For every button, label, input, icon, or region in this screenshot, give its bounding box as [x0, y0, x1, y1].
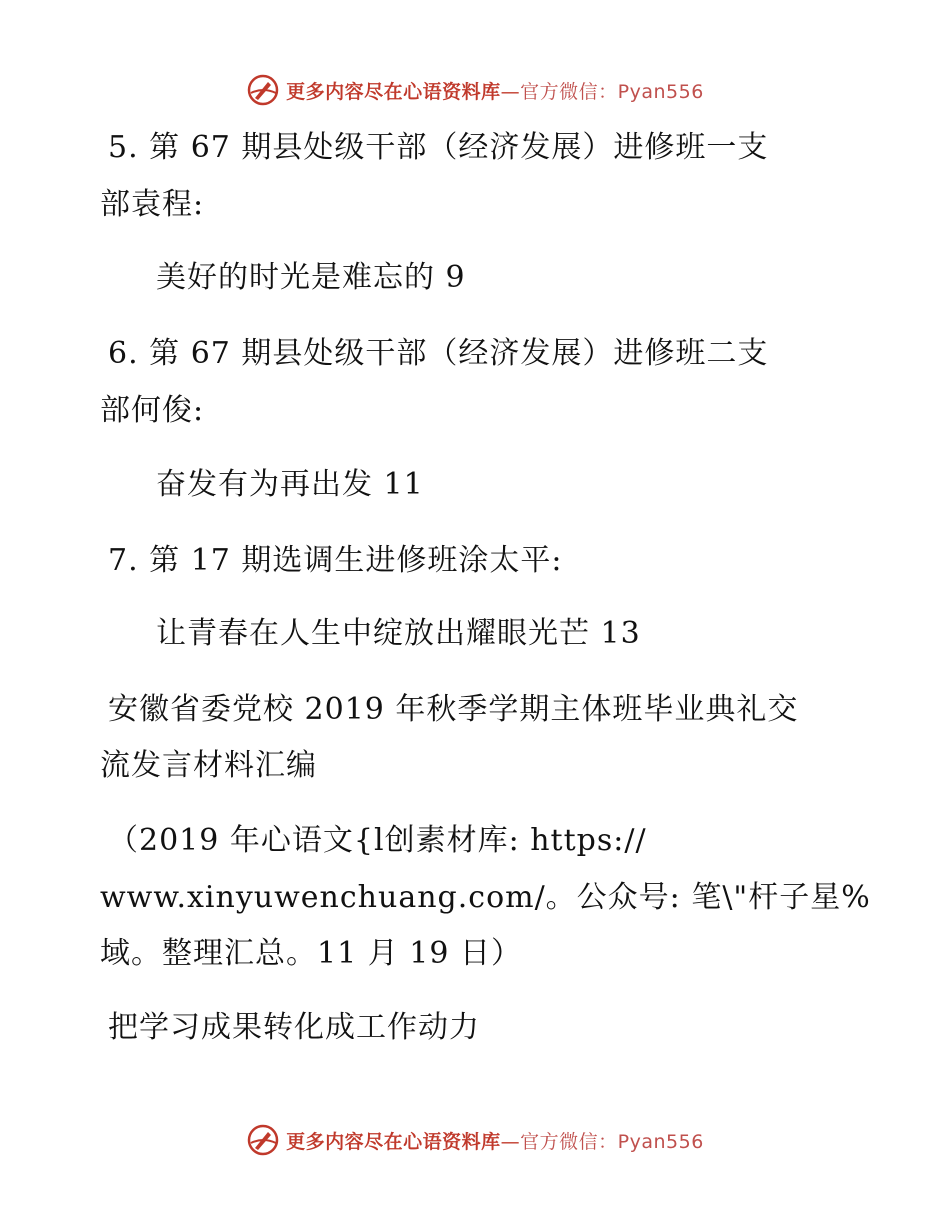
banner-separator: —: [500, 1130, 521, 1153]
banner-main-text: 更多内容尽在心语资料库: [286, 1130, 501, 1153]
banner-wechat-text: 官方微信：Pyan556: [520, 1130, 704, 1153]
banner-text: [286, 1127, 704, 1154]
footer-banner: [0, 1120, 950, 1160]
banner-separator: —: [500, 80, 521, 103]
item-6-line-1: 6. 第 67 期县处级干部（经济发展）进修班二支: [108, 336, 769, 371]
banner-main-text: 更多内容尽在心语资料库: [286, 80, 501, 103]
banner-wechat-text: 官方微信：Pyan556: [520, 80, 704, 103]
heading-line-2: 流发言材料汇编: [100, 748, 317, 783]
item-7-title: 让青春在人生中绽放出耀眼光芒 13: [156, 616, 641, 651]
item-5-line-2: 部袁程:: [100, 187, 205, 222]
note-line-1: （2019 年心语文{l创素材库: https://: [108, 823, 647, 858]
banner-text: [286, 77, 704, 104]
item-6-line-2: 部何俊:: [100, 393, 205, 428]
quill-logo-icon: [246, 73, 280, 107]
note-line-2: www.xinyuwenchuang.com/。公众号: 笔\"杆子星%: [100, 880, 871, 915]
heading-line-1: 安徽省委党校 2019 年秋季学期主体班毕业典礼交: [108, 692, 799, 727]
section-title: 把学习成果转化成工作动力: [108, 1010, 480, 1045]
item-7-line-1: 7. 第 17 期选调生进修班涂太平:: [108, 543, 563, 578]
quill-logo-icon: [246, 1123, 280, 1157]
item-6-title: 奋发有为再出发 11: [156, 467, 424, 502]
header-banner: [0, 70, 950, 110]
item-5-line-1: 5. 第 67 期县处级干部（经济发展）进修班一支: [108, 130, 769, 165]
note-line-3: 域。整理汇总。11 月 19 日）: [100, 936, 522, 971]
item-5-title: 美好的时光是难忘的 9: [156, 260, 466, 295]
